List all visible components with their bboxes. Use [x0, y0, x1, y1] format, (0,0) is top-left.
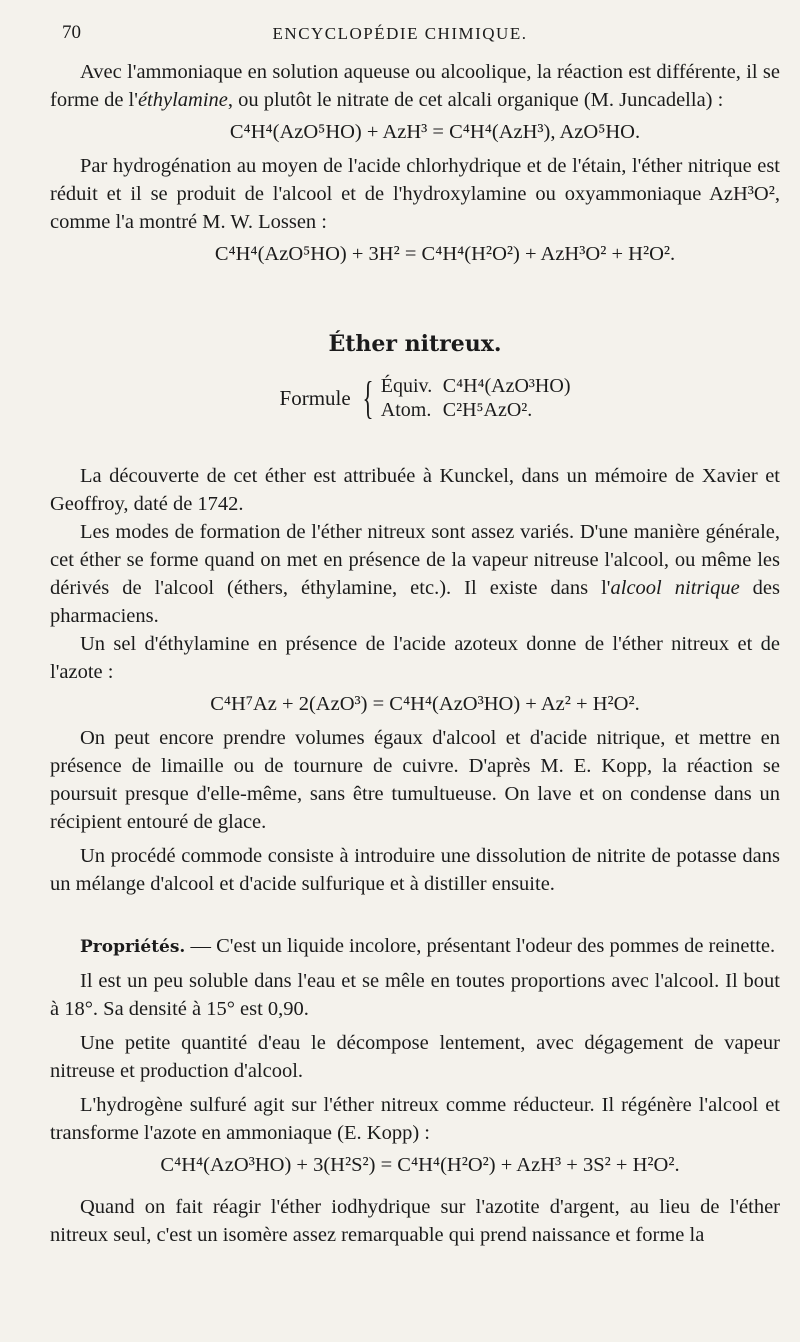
- formula-rows: [381, 374, 571, 422]
- paragraph-decouverte: La découverte de cet éther est attribuée à Kunckel, dans un mémoire de Xavier et Geoffroy, daté de 1742.: [50, 465, 780, 515]
- row-label: Équiv.: [380, 375, 433, 397]
- page-header: [0, 22, 800, 52]
- paragraph-text: des pharmaciens.: [50, 577, 781, 627]
- formula-kopp: C⁴H⁴(AzO³HO) + 3(H²S²) = C⁴H⁴(H²O²) + AzH³ + 3S² + H²O².: [160, 1154, 680, 1176]
- paragraph-text: , ou plutôt le nitrate de cet alcali organique (M. Juncadella) :: [227, 89, 724, 111]
- paragraph-decomposition: Une petite quantité d'eau le décompose lentement, avec dégagement de vapeur nitreuse et production d'alcool.: [50, 1032, 780, 1082]
- page-number: 70: [62, 22, 81, 43]
- paragraph-text: — C'est un liquide incolore, présentant l'odeur des pommes de reinette.: [185, 935, 776, 957]
- paragraph-modes: [50, 518, 780, 630]
- formula-row-equiv: [381, 374, 571, 398]
- formula-table: [70, 374, 780, 422]
- paragraph-cuivre: On peut encore prendre volumes égaux d'alcool et d'acide nitrique, et mettre en présence de limaille ou de tournure de cuivre. D'après M. E. Kopp, la réaction se poursuit presque d'elle-même, sans être tumultueuse. On lave et on condense dans un récipient entouré de glace.: [50, 727, 780, 833]
- paragraph-text: Les modes de formation de l'éther nitreux sont assez variés. D'une manière générale, cet éther se forme quand on met en présence de la vapeur nitreuse l'alcool, ou même les dérivés de l'alcool (éthers, éthylamine, etc.). Il existe dans l': [50, 521, 780, 599]
- paragraph-ammoniaque: [50, 58, 780, 114]
- paragraph-proprietes: [50, 932, 780, 961]
- paragraph-hydrogene-sulfure: L'hydrogène sulfuré agit sur l'éther nitreux comme réducteur. Il régénère l'alcool et transforme l'azote en ammoniaque (E. Kopp) :: [50, 1094, 780, 1144]
- paragraph-hydrogenation: Par hydrogénation au moyen de l'acide chlorhydrique et de l'étain, l'éther nitrique est réduit et il se produit de l'alcool et de l'hydroxylamine ou oxyammoniaque AzH³O², comme l'a montré M. W. Lossen :: [50, 155, 780, 233]
- formula-ethylamine: C⁴H⁷Az + 2(AzO³) = C⁴H⁴(AzO³HO) + Az² + H²O².: [210, 693, 640, 715]
- row-label: Atom.: [380, 399, 432, 421]
- paragraph-text: Avec l'ammoniaque en solution aqueuse ou alcoolique, la réaction est différente, il se forme de l': [50, 61, 780, 111]
- emphasis-alcool-nitrique: alcool nitrique: [610, 577, 740, 599]
- formule-label: Formule: [279, 386, 351, 410]
- paragraph-solubilite: Il est un peu soluble dans l'eau et se mêle en toutes proportions avec l'alcool. Il bout à 18°. Sa densité à 15° est 0,90.: [50, 970, 780, 1020]
- brace-icon: {: [362, 372, 374, 423]
- running-title: ENCYCLOPÉDIE CHIMIQUE.: [272, 24, 528, 43]
- paragraph-ethylamine: Un sel d'éthylamine en présence de l'acide azoteux donne de l'éther nitreux et de l'azote :: [50, 633, 780, 683]
- formula-lossen: C⁴H⁴(AzO⁵HO) + 3H² = C⁴H⁴(H²O²) + AzH³O² + H²O².: [214, 243, 676, 265]
- paragraph-iodhydrique: Quand on fait réagir l'éther iodhydrique sur l'azotite d'argent, au lieu de l'éther nitreux seul, c'est un isomère assez remarquable qui prend naissance et forme la: [50, 1196, 780, 1246]
- section-title: Éther nitreux.: [328, 331, 502, 357]
- emphasis-ethylamine: éthylamine: [137, 89, 228, 111]
- row-value: C²H⁵AzO².: [442, 399, 533, 421]
- formula-row-atom: [381, 398, 571, 422]
- proprietes-label: Propriétés.: [80, 937, 186, 957]
- paragraph-procede: Un procédé commode consiste à introduire une dissolution de nitrite de potasse dans un mélange d'alcool et d'acide sulfurique et à distiller ensuite.: [50, 845, 780, 895]
- page-body: [50, 58, 780, 1249]
- formula-juncadella: C⁴H⁴(AzO⁵HO) + AzH³ = C⁴H⁴(AzH³), AzO⁵HO.: [229, 121, 641, 143]
- row-value: C⁴H⁴(AzO³HO): [442, 375, 571, 397]
